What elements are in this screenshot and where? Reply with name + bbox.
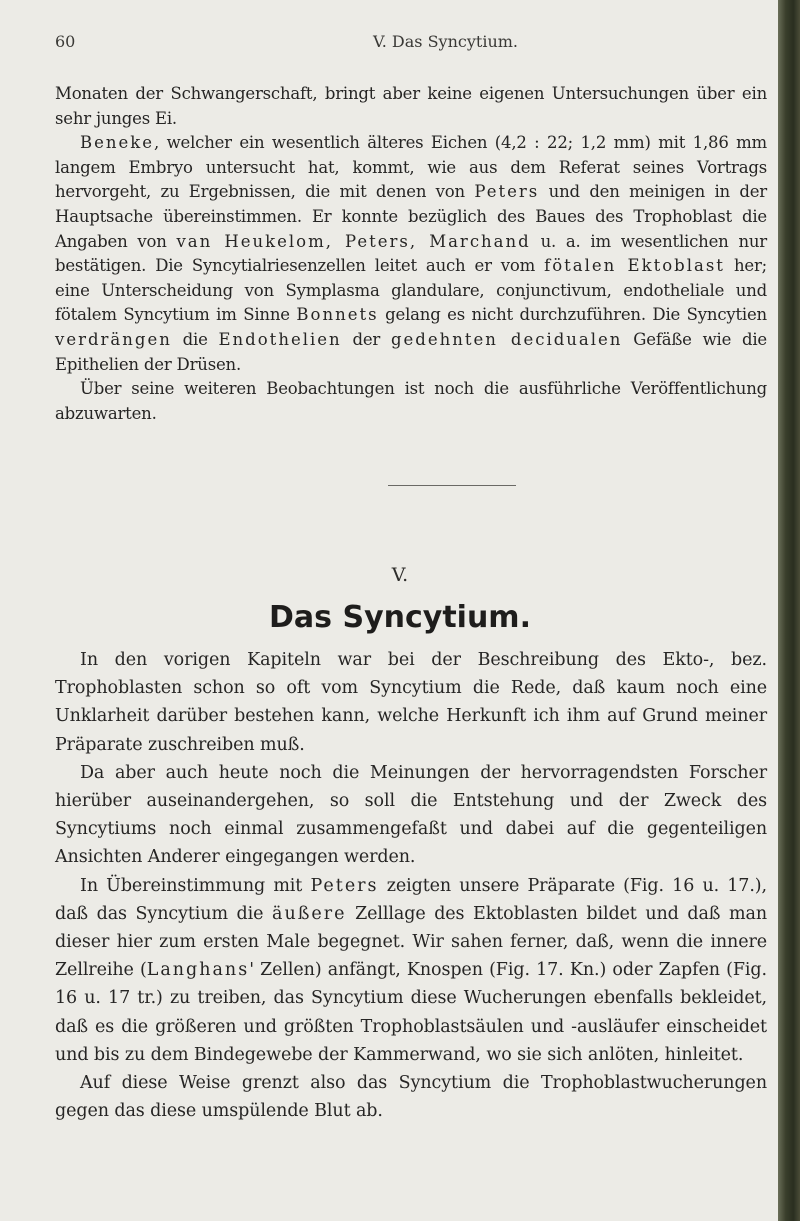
emphasis: gedehnten decidualen	[390, 329, 623, 349]
author-name: Peters	[310, 875, 379, 896]
paragraph: Auf diese Weise grenzt also das Syncytium die Trophoblastwucherungen gegen das diese umspülende Blut ab.	[55, 1073, 767, 1122]
text-run: ' Zellen) anfängt, Knospen (Fig. 17. Kn.) oder Zapfen (Fig. 16 u. 17 tr.) zu treiben, das Syncytium diese Wucherungen ebenfalls bekleidet, daß es die größeren und größten Trophoblastsäulen und -ausläufer einscheidet und bis zu dem Bindegewebe der Kammerwand, wo sie sich anlöten, hinleitet.	[55, 960, 767, 1065]
paragraph	[55, 131, 767, 377]
author-name: Langhans	[146, 960, 250, 981]
text-run: , welcher ein wesentlich älteres Eichen (4,2 : 22; 1,2 mm) mit 1,86 mm langem Embryo untersucht hat, kommt, wie aus dem Referat seines Vortrags hervorgeht, zu Ergebnissen, die mit denen von	[55, 133, 767, 202]
chapter-number: V.	[391, 564, 409, 586]
text-run: die	[171, 329, 219, 349]
text-run: Zelllage des Ektoblasten bildet und daß man dieser hier zum ersten Male begegnet. Wir sahen ferner, daß, wenn die innere Zellreihe (	[55, 903, 767, 981]
paragraph: Monaten der Schwangerschaft, bringt aber keine eigenen Untersuchungen über ein sehr junges Ei.	[55, 84, 767, 128]
paragraph: In den vorigen Kapiteln war bei der Beschreibung des Ekto-, bez. Trophoblasten schon so oft vom Syncytium die Rede, daß kaum noch eine Unklarheit darüber bestehen kann, welche Herkunft ich ihm auf Grund meiner Präparate zuschreiben muß.	[55, 650, 767, 755]
text-run: zeigten unsere Präparate (Fig. 16 u. 17.), daß das Syncytium die	[55, 875, 767, 924]
author-name: Bonnets	[296, 305, 379, 325]
emphasis: äußere	[272, 903, 347, 924]
text-run: u. a. im wesentlichen nur bestätigen. Die Syncytialriesenzellen leitet auch er vom	[55, 231, 767, 276]
book-spine-edge	[778, 0, 800, 1221]
paragraph	[55, 872, 767, 1069]
text-run: Da aber auch heute noch die Meinungen der hervorragendsten Forscher hierüber auseinandergehen, so soll die Entstehung und der Zweck des	[55, 762, 767, 812]
running-head: V. Das Syncytium.	[373, 32, 519, 51]
page-number: 60	[55, 32, 76, 51]
text-run: und den meinigen in der Hauptsache übereinstimmen. Er konnte bezüglich des Baues des Trophoblast die Angaben von	[55, 182, 767, 251]
author-name: van Heukelom, Peters, Marchand	[176, 231, 531, 251]
emphasis: verdrängen	[55, 329, 172, 349]
emphasis: fötalen Ektoblast	[544, 256, 725, 276]
chapter-body	[55, 646, 767, 1125]
top-section	[55, 82, 767, 426]
section-divider	[388, 485, 516, 486]
emphasis: Endothelien	[218, 329, 342, 349]
author-name: Peters	[474, 182, 540, 202]
text-run: noch einmal zusammengefaßt und dabei auf die gegenteiligen Ansichten Anderer eingegangen werden.	[55, 819, 767, 868]
page-header	[55, 32, 755, 56]
text-run: gelang es nicht durchzuführen. Die Syncytien	[378, 305, 767, 325]
chapter-title: Das Syncytium.	[269, 600, 531, 635]
text-run: In Übereinstimmung mit	[80, 875, 311, 896]
paragraph	[55, 759, 767, 872]
text-run: der	[341, 329, 391, 349]
text-run: her; eine Unterscheidung von Symplasma glandulare, conjunctivum, endotheliale und fötalem Syncytium im Sinne	[55, 256, 767, 325]
paragraph: Über seine weiteren Beobachtungen ist noch die ausführliche Veröffentlichung abzuwarten.	[55, 379, 767, 423]
text-run: Gefäße wie die Epithelien der Drüsen.	[55, 329, 767, 374]
emphasis: Syncytiums	[55, 819, 157, 840]
author-name: Beneke	[80, 133, 155, 153]
